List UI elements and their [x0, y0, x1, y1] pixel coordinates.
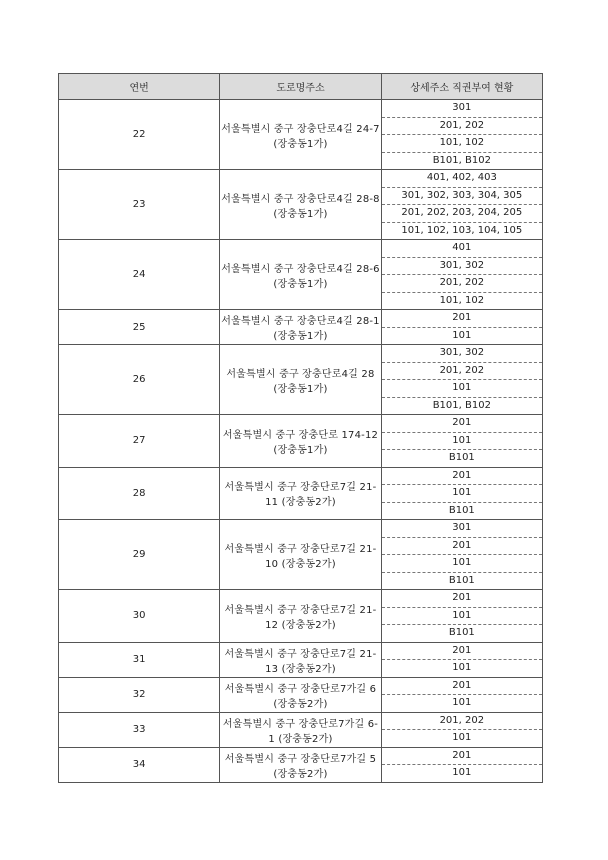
road-address: 서울특별시 중구 장충단로 174-12 (장충동1가): [220, 415, 381, 468]
detail-address-entry: 201: [382, 415, 542, 433]
table-row: [59, 520, 543, 590]
detail-address-cell: [381, 677, 542, 712]
table-row: [59, 170, 543, 240]
table-row: [59, 240, 543, 310]
detail-address-cell: [381, 467, 542, 520]
detail-address-entry: 101: [452, 329, 472, 341]
address-table: [58, 73, 543, 783]
table-row: [59, 747, 543, 782]
detail-address-cell: [381, 100, 542, 170]
table-row: [59, 310, 543, 345]
detail-address-cell: [381, 170, 542, 240]
detail-address-entry: 101: [382, 380, 542, 398]
detail-address-entry: 101: [452, 732, 472, 743]
road-address: 서울특별시 중구 장충단로4길 28 (장충동1가): [220, 345, 381, 415]
table-row: [59, 677, 543, 712]
detail-address-entry: 401, 402, 403: [382, 170, 542, 188]
detail-address-entry: 301, 302: [382, 345, 542, 363]
road-address: 서울특별시 중구 장충단로7가길 5 (장충동2가): [220, 747, 381, 782]
detail-address-entry: 201: [382, 310, 542, 328]
detail-address-entry: 201, 202: [382, 363, 542, 381]
row-number: 34: [59, 747, 220, 782]
detail-address-entry: 201, 202, 203, 204, 205: [382, 205, 542, 223]
detail-address-cell: [381, 345, 542, 415]
detail-address-entry: 201: [382, 468, 542, 486]
row-number: 27: [59, 415, 220, 468]
road-address: 서울특별시 중구 장충단로4길 28-1 (장충동1가): [220, 310, 381, 345]
detail-address-entry: 201: [382, 538, 542, 556]
detail-address-entry: B101: [448, 574, 475, 586]
detail-address-entry: 201, 202: [382, 118, 542, 136]
detail-address-entry: 101: [382, 555, 542, 573]
detail-address-entry: 301, 302: [382, 258, 542, 276]
road-address: 서울특별시 중구 장충단로7길 21-13 (장충동2가): [220, 642, 381, 677]
road-address: 서울특별시 중구 장충단로7가길 6-1 (장충동2가): [220, 712, 381, 747]
detail-address-entry: 101: [382, 433, 542, 451]
row-number: 29: [59, 520, 220, 590]
detail-address-entry: 101: [452, 662, 472, 673]
row-number: 22: [59, 100, 220, 170]
detail-address-entry: 401: [382, 240, 542, 258]
detail-address-cell: [381, 590, 542, 643]
detail-address-entry: 101: [382, 485, 542, 503]
detail-address-cell: [381, 747, 542, 782]
header-road-address: 도로명주소: [220, 74, 381, 100]
detail-address-entry: 301: [382, 520, 542, 538]
road-address: 서울특별시 중구 장충단로4길 28-6 (장충동1가): [220, 240, 381, 310]
row-number: 23: [59, 170, 220, 240]
detail-address-entry: 201: [382, 678, 542, 696]
detail-address-entry: 201: [382, 748, 542, 766]
detail-address-entry: 201: [382, 643, 542, 661]
detail-address-entry: B101: [448, 452, 475, 463]
detail-address-entry: 101, 102: [439, 294, 485, 306]
detail-address-cell: [381, 240, 542, 310]
detail-address-entry: 301, 302, 303, 304, 305: [382, 188, 542, 206]
row-number: 26: [59, 345, 220, 415]
road-address: 서울특별시 중구 장충단로4길 28-8 (장충동1가): [220, 170, 381, 240]
row-number: 28: [59, 467, 220, 520]
row-number: 25: [59, 310, 220, 345]
road-address: 서울특별시 중구 장충단로7가길 6 (장충동2가): [220, 677, 381, 712]
detail-address-entry: 101, 102, 103, 104, 105: [401, 224, 523, 236]
detail-address-cell: [381, 712, 542, 747]
detail-address-entry: B101, B102: [432, 399, 491, 411]
table-row: [59, 590, 543, 643]
road-address: 서울특별시 중구 장충단로7길 21-11 (장충동2가): [220, 467, 381, 520]
table-row: [59, 345, 543, 415]
row-number: 31: [59, 642, 220, 677]
row-number: 30: [59, 590, 220, 643]
table-row: [59, 642, 543, 677]
detail-address-entry: 101: [452, 697, 472, 708]
detail-address-cell: [381, 310, 542, 345]
detail-address-entry: 101: [382, 608, 542, 626]
table-body: [59, 100, 543, 783]
detail-address-entry: 201, 202: [382, 713, 542, 731]
detail-address-cell: [381, 415, 542, 468]
header-no: 연번: [59, 74, 220, 100]
detail-address-entry: B101: [448, 504, 475, 516]
detail-address-entry: B101, B102: [432, 154, 491, 166]
detail-address-cell: [381, 520, 542, 590]
row-number: 32: [59, 677, 220, 712]
road-address: 서울특별시 중구 장충단로7길 21-12 (장충동2가): [220, 590, 381, 643]
table-row: [59, 100, 543, 170]
row-number: 33: [59, 712, 220, 747]
table-row: [59, 712, 543, 747]
header-detail-address: 상세주소 직권부여 현황: [381, 74, 542, 100]
header-row: [59, 74, 543, 100]
detail-address-entry: 201: [382, 590, 542, 608]
detail-address-entry: B101: [448, 627, 475, 638]
detail-address-entry: 101, 102: [382, 135, 542, 153]
table-row: [59, 467, 543, 520]
detail-address-entry: 101: [452, 767, 472, 778]
detail-address-cell: [381, 642, 542, 677]
table-row: [59, 415, 543, 468]
road-address: 서울특별시 중구 장충단로4길 24-7 (장충동1가): [220, 100, 381, 170]
detail-address-entry: 201, 202: [382, 275, 542, 293]
row-number: 24: [59, 240, 220, 310]
road-address: 서울특별시 중구 장충단로7길 21-10 (장충동2가): [220, 520, 381, 590]
detail-address-entry: 301: [382, 100, 542, 118]
